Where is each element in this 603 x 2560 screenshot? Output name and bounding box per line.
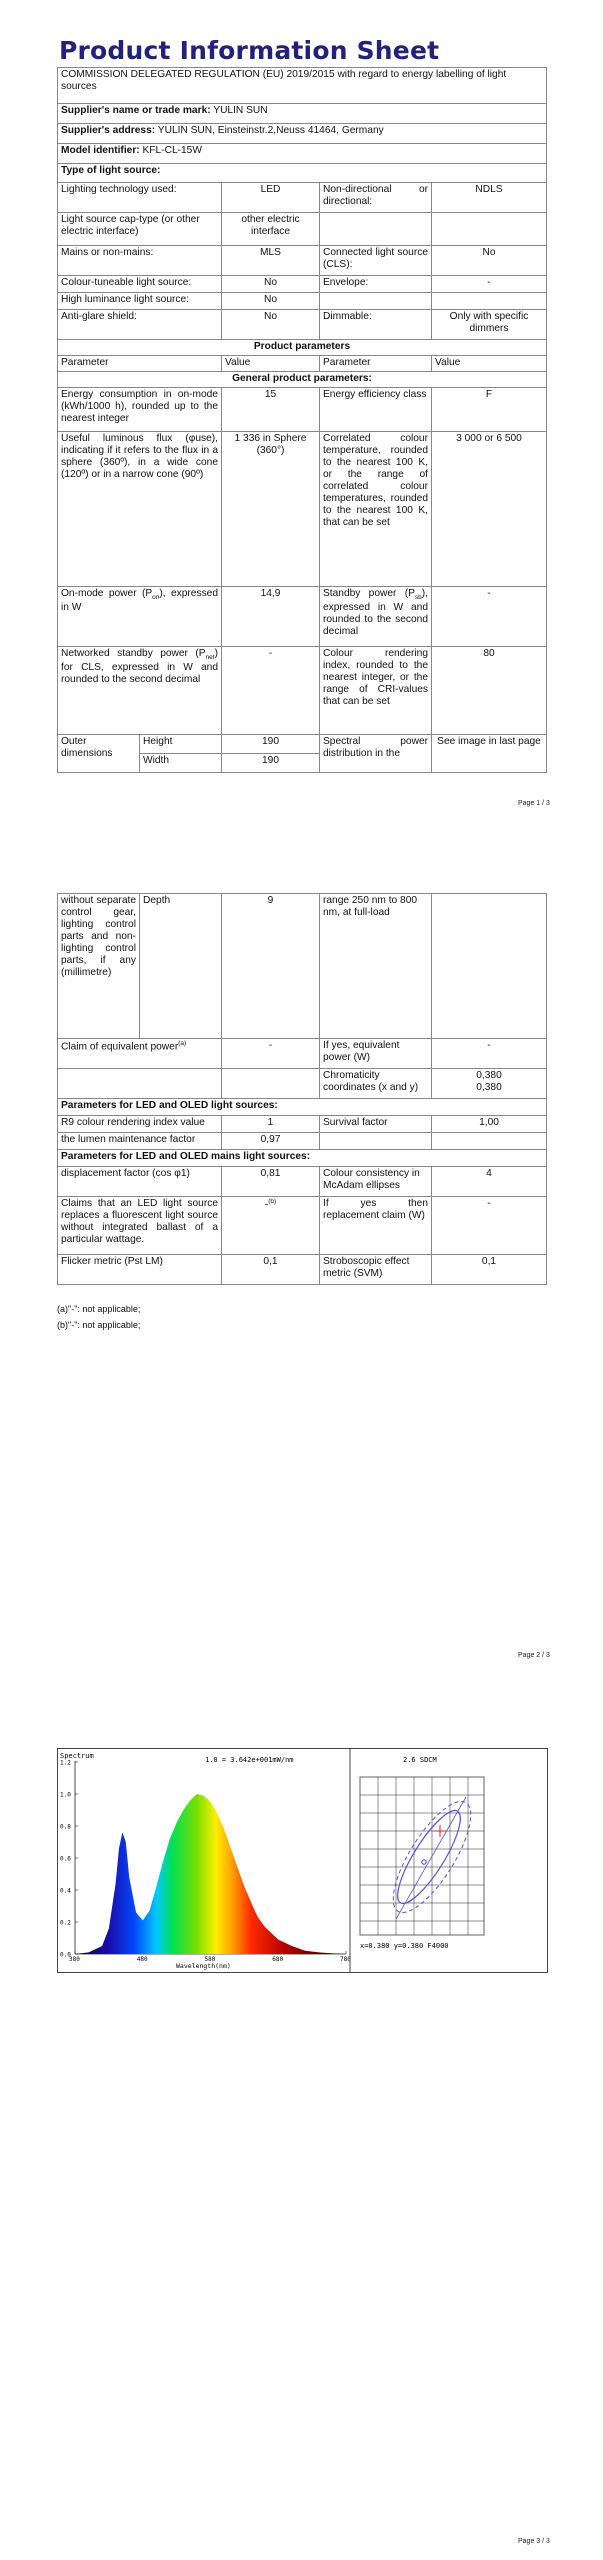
sdcm-ellipse: [388, 1803, 471, 1910]
x-tick-label: 580: [204, 1956, 216, 1963]
survival-value: 1,00: [432, 1116, 547, 1133]
outer-dimensions-continued: without separate control gear, lighting control parts and non-lighting control parts, if any (millimetre): [58, 894, 140, 1039]
measured-point-marker: [422, 1860, 426, 1864]
sdcm-coords: x=0.380 y=0.380 F4000: [360, 1942, 449, 1950]
col-param-1: Parameter: [58, 356, 222, 372]
spectrum-svg: [58, 1749, 547, 1972]
y-tick-label: 0.6: [60, 1855, 71, 1863]
footnote-a: (a)"-": not applicable;: [57, 1304, 141, 1314]
equiv-power-label: Claim of equivalent power$^{(a)}$: [58, 1039, 222, 1069]
col-value-2: Value: [432, 356, 547, 372]
cri-label: Colour rendering index, rounded to the nearest integer, or the range of CRI-values that can be set: [320, 647, 432, 735]
efficiency-value: F: [432, 388, 547, 432]
efficiency-label: Energy efficiency class: [320, 388, 432, 432]
width-label: Width: [140, 754, 222, 773]
x-tick-label: 380: [69, 1956, 80, 1963]
footnote-b: (b)"-": not applicable;: [57, 1320, 141, 1330]
displacement-value: 0,81: [222, 1167, 320, 1197]
claims-label: Claims that an LED light source replaces a fluorescent light source without integrated ballast of a particular wattage.: [58, 1197, 222, 1255]
sdcm-grid: [360, 1777, 484, 1935]
antiglare-label: Anti-glare shield:: [58, 310, 222, 340]
page-number-1: Page 1 / 3: [518, 800, 550, 807]
netsb-value: -: [222, 647, 320, 735]
type-heading: Type of light source:: [58, 164, 547, 183]
directional-label: Non-directional or directional:: [320, 183, 432, 213]
page-number-3: Page 3 / 3: [518, 2538, 550, 2545]
replacement-value: -: [432, 1197, 547, 1255]
mains-params-heading: Parameters for LED and OLED mains light sources:: [58, 1150, 547, 1167]
cct-value: 3 000 or 6 500: [432, 432, 547, 587]
cap-label: Light source cap-type (or other electric interface): [58, 213, 222, 246]
displacement-label: displacement factor (cos φ1): [58, 1167, 222, 1197]
r9-label: R9 colour rendering index value: [58, 1116, 222, 1133]
spectrum-peak-text: 1.0 = 3.642e+001mW/nm: [205, 1756, 294, 1764]
replacement-label: If yes then replacement claim (W): [320, 1197, 432, 1255]
page-number-2: Page 2 / 3: [518, 1652, 550, 1659]
spectrum-area: [75, 1794, 346, 1954]
y-tick-label: 0.2: [60, 1919, 71, 1927]
envelope-value: -: [432, 276, 547, 293]
x-tick-label: 780: [340, 1956, 351, 1963]
y-tick-label: 1.0: [60, 1791, 71, 1799]
high-lum-label: High luminance light source:: [58, 293, 222, 310]
x-tick-label: 480: [136, 1956, 148, 1963]
y-tick-label: 1.2: [60, 1759, 71, 1767]
general-params-heading: General product parameters:: [58, 372, 547, 388]
col-param-2: Parameter: [320, 356, 432, 372]
spectrum-title: Spectrum: [60, 1752, 94, 1760]
chromaticity-value: 0,380 0,380: [432, 1069, 547, 1099]
model-row: Model identifier: KFL-CL-15W: [58, 144, 547, 164]
cls-value: No: [432, 246, 547, 276]
r9-value: 1: [222, 1116, 320, 1133]
col-value-1: Value: [222, 356, 320, 372]
spectrum-xlabel: Wavelength(nm): [176, 1962, 231, 1970]
led-params-heading: Parameters for LED and OLED light sources:: [58, 1099, 547, 1116]
info-table-page2: [57, 893, 547, 1285]
mains-value: MLS: [222, 246, 320, 276]
lighting-tech-label: Lighting technology used:: [58, 183, 222, 213]
high-lum-value: No: [222, 293, 320, 310]
antiglare-value: No: [222, 310, 320, 340]
chromaticity-label: Chromaticity coordinates (x and y): [320, 1069, 432, 1099]
depth-value: 9: [222, 894, 320, 1039]
consistency-value: 4: [432, 1167, 547, 1197]
product-params-heading: Product parameters: [58, 340, 547, 356]
spd-value: See image in last page: [432, 735, 547, 773]
equiv-power-value: -: [222, 1039, 320, 1069]
spd-label-continued: range 250 nm to 800 nm, at full-load: [320, 894, 432, 1039]
outer-dimensions-label: Outer dimensions: [58, 735, 140, 773]
energy-value: 15: [222, 388, 320, 432]
flicker-value: 0,1: [222, 1255, 320, 1285]
flux-label: Useful luminous flux (φuse), indicating if it refers to the flux in a sphere (360º), in a wide cone (120º) or in a narrow cone (90º): [58, 432, 222, 587]
survival-label: Survival factor: [320, 1116, 432, 1133]
cri-value: 80: [432, 647, 547, 735]
standby-label: Standby power $(P_{sb})$, expressed in W and rounded to the second decimal: [320, 587, 432, 647]
width-value: 190: [222, 754, 320, 773]
depth-label: Depth: [140, 894, 222, 1039]
page-title: Product Information Sheet: [59, 36, 440, 65]
equiv-w-value: -: [432, 1039, 547, 1069]
standby-value: -: [432, 587, 547, 647]
height-value: 190: [222, 735, 320, 754]
tuneable-value: No: [222, 276, 320, 293]
cls-label: Connected light source (CLS):: [320, 246, 432, 276]
y-tick-label: 0.4: [60, 1887, 71, 1895]
sdcm-title: 2.6 SDCM: [403, 1756, 437, 1764]
directional-value: NDLS: [432, 183, 547, 213]
svm-value: 0,1: [432, 1255, 547, 1285]
energy-label: Energy consumption in on-mode (kWh/1000 h), rounded up to the nearest integer: [58, 388, 222, 432]
supplier-name-row: Supplier's name or trade mark: YULIN SUN: [58, 104, 547, 124]
svm-label: Stroboscopic effect metric (SVM): [320, 1255, 432, 1285]
info-table-page1: [57, 67, 547, 773]
dimmable-label: Dimmable:: [320, 310, 432, 340]
flicker-label: Flicker metric (Pst LM): [58, 1255, 222, 1285]
supplier-address-row: Supplier's address: YULIN SUN, Einsteinstr.2,Neuss 41464, Germany: [58, 124, 547, 144]
spectrum-figure: [57, 1748, 548, 1973]
cap-value: other electric interface: [222, 213, 320, 246]
onmode-value: 14,9: [222, 587, 320, 647]
lumen-maintenance-label: the lumen maintenance factor: [58, 1133, 222, 1150]
consistency-label: Colour consistency in McAdam ellipses: [320, 1167, 432, 1197]
claims-value: -$^{(b)}$: [222, 1197, 320, 1255]
flux-value: 1 336 in Sphere (360°): [222, 432, 320, 587]
lighting-tech-value: LED: [222, 183, 320, 213]
x-tick-label: 680: [272, 1956, 284, 1963]
equiv-w-label: If yes, equivalent power (W): [320, 1039, 432, 1069]
y-tick-label: 0.0: [60, 1951, 71, 1959]
netsb-label: Networked standby power $(P_{net})$ for CLS, expressed in W and rounded to the second decimal: [58, 647, 222, 735]
lumen-maintenance-value: 0,97: [222, 1133, 320, 1150]
dimmable-value: Only with specific dimmers: [432, 310, 547, 340]
onmode-label: On-mode power $(P_{on})$, expressed in W: [58, 587, 222, 647]
height-label: Height: [140, 735, 222, 754]
spd-label: Spectral power distribution in the: [320, 735, 432, 773]
tuneable-label: Colour-tuneable light source:: [58, 276, 222, 293]
y-tick-label: 0.8: [60, 1823, 71, 1831]
mains-label: Mains or non-mains:: [58, 246, 222, 276]
envelope-label: Envelope:: [320, 276, 432, 293]
cct-label: Correlated colour temperature, rounded to the nearest 100 K, or the range of correlated colour temperatures, rounded to the nearest 100 K, that can be set: [320, 432, 432, 587]
regulation-text: COMMISSION DELEGATED REGULATION (EU) 2019/2015 with regard to energy labelling of light sources: [58, 68, 547, 104]
